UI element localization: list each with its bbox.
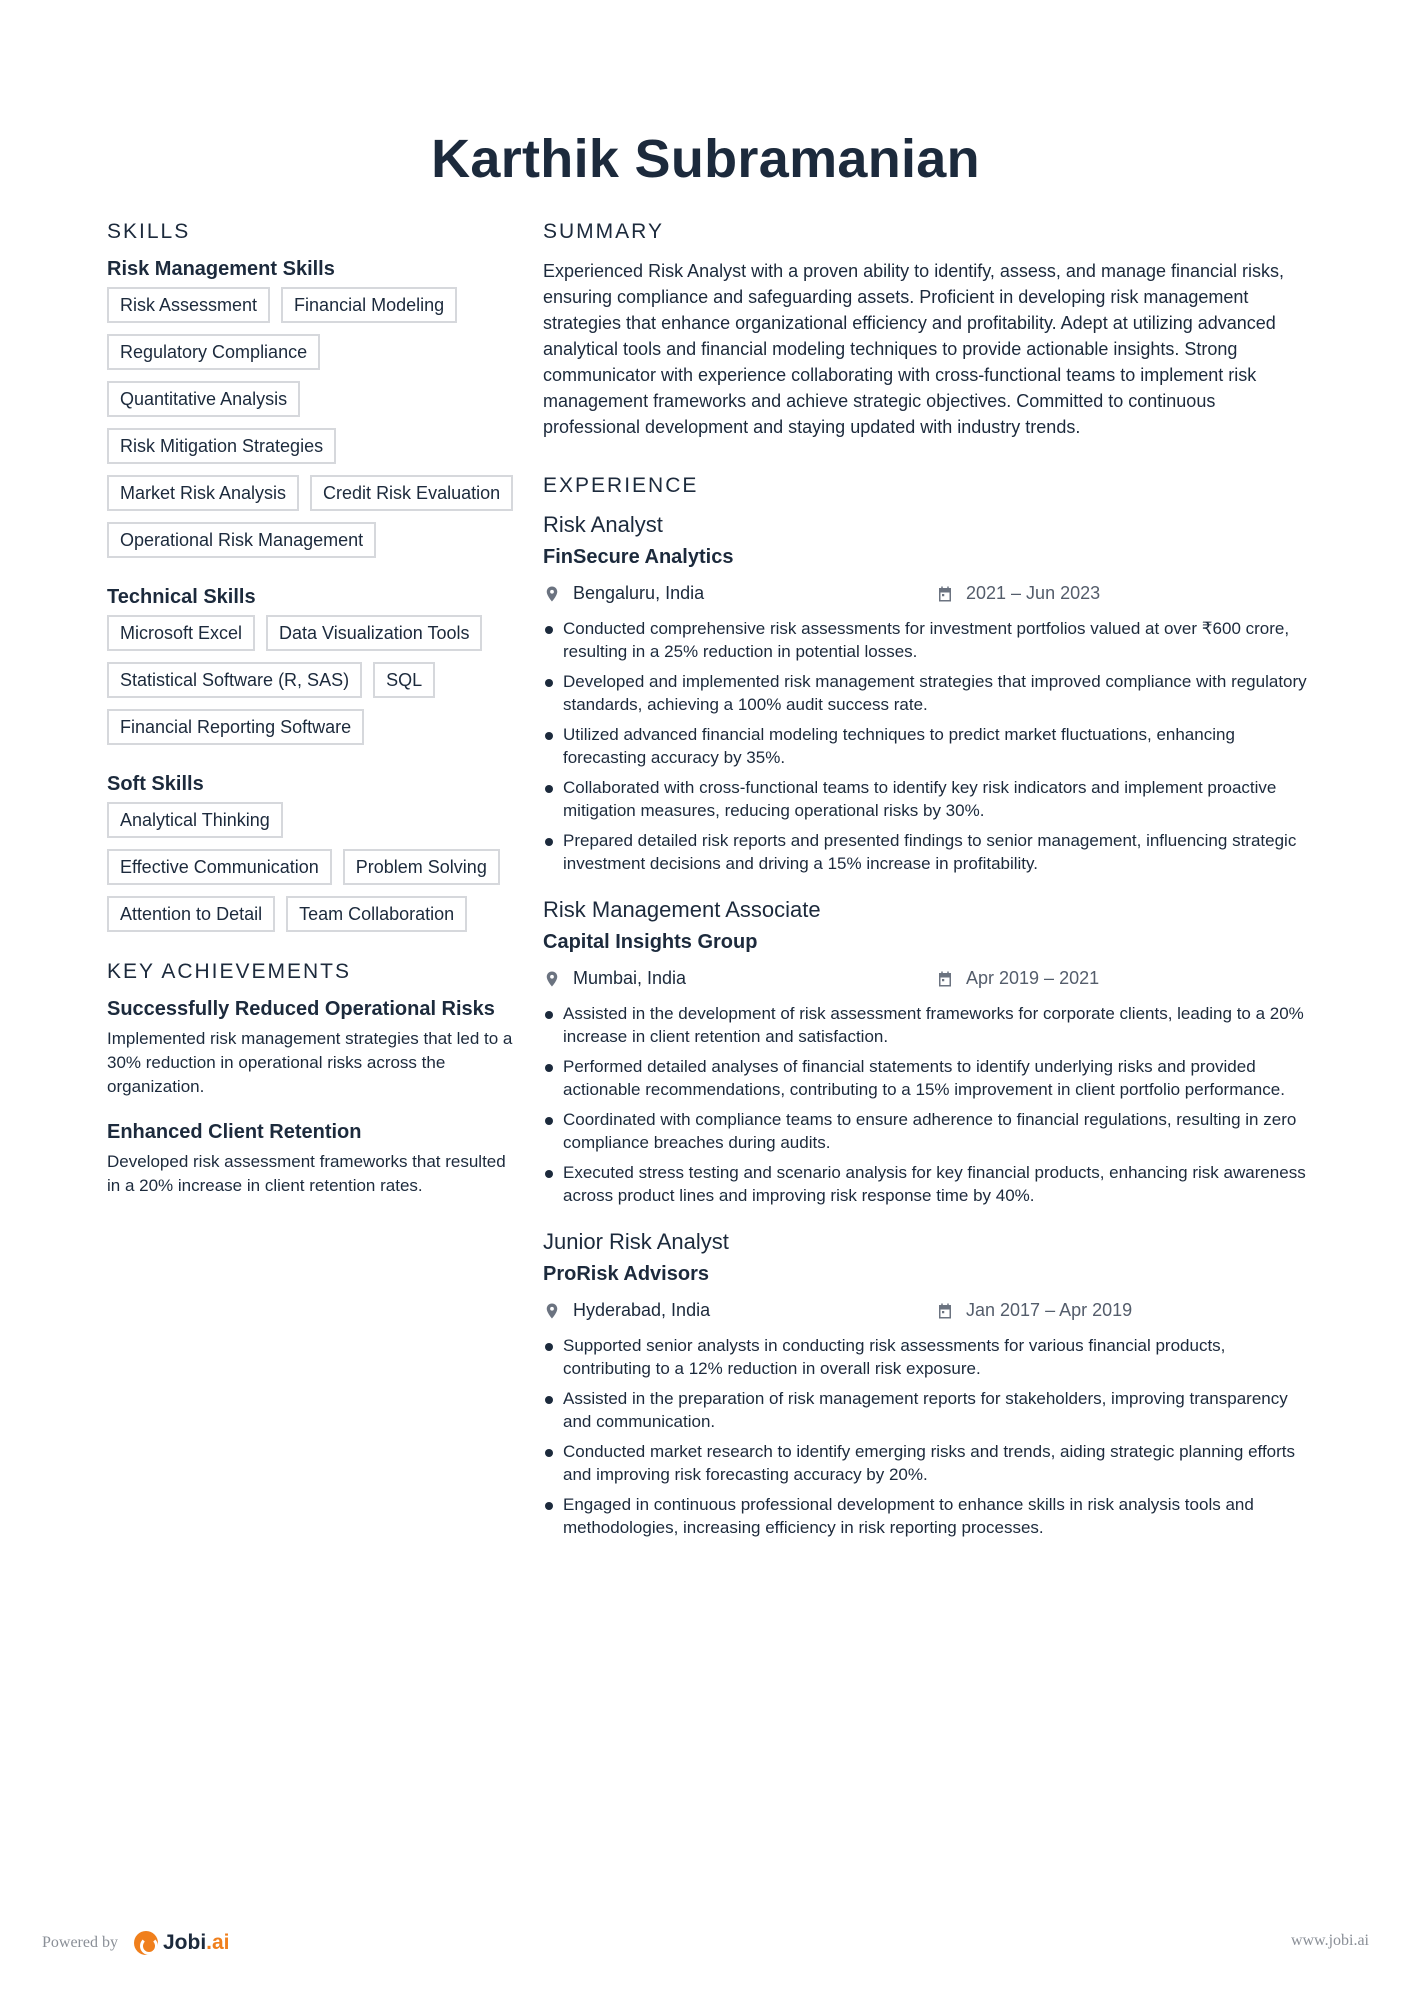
jobi-logo-icon	[134, 1931, 158, 1955]
skill-tag: Problem Solving	[343, 849, 500, 885]
achievement-title: Enhanced Client Retention	[107, 1121, 362, 1143]
skill-tag: Attention to Detail	[107, 896, 275, 932]
skill-tags	[107, 287, 517, 558]
job-location-text: Bengaluru, India	[573, 583, 705, 603]
skill-tag: SQL	[373, 662, 435, 698]
left-column	[107, 220, 517, 1220]
location-pin-icon	[543, 1302, 561, 1320]
job-bullet: Supported senior analysts in conducting risk assessments for various financial products, contributing to a 12% reduction in overall risk exposure.	[543, 1334, 1313, 1380]
skill-tag: Market Risk Analysis	[107, 475, 299, 511]
achievements-section-title: KEY ACHIEVEMENTS	[107, 960, 352, 983]
achievement-title: Successfully Reduced Operational Risks	[107, 998, 495, 1020]
job-title: Junior Risk Analyst	[543, 1229, 729, 1254]
skill-tag: Operational Risk Management	[107, 522, 376, 558]
job-dates-text: Apr 2019 – 2021	[966, 968, 1100, 988]
calendar-icon	[936, 585, 954, 603]
candidate-name: Karthik Subramanian	[431, 129, 980, 189]
job-meta	[543, 1300, 1313, 1324]
logo-main: Jobi	[162, 1931, 207, 1954]
location-pin-icon	[543, 970, 561, 988]
job-bullet: Assisted in the development of risk assessment frameworks for corporate clients, leading to a 20% increase in client retention and satisfaction.	[543, 1002, 1313, 1048]
summary-text: Experienced Risk Analyst with a proven ability to identify, assess, and manage financial risks, ensuring compliance and safeguarding assets. Proficient in developing risk management strategies that enhance organizational efficiency and profitability. Adept at utilizing advanced analytical tools and financial modeling techniques to provide actionable insights. Strong communicator with experience collaborating with cross-functional teams to implement risk management frameworks and achieve strategic objectives. Committed to continuous professional development and staying updated with industry trends.	[543, 261, 1285, 437]
skill-group	[107, 258, 517, 558]
job-bullet: Engaged in continuous professional development to enhance skills in risk analysis tools and methodologies, increasing efficiency in risk reporting processes.	[543, 1493, 1313, 1539]
job-bullet: Utilized advanced financial modeling techniques to predict market fluctuations, enhancing forecasting accuracy by 35%.	[543, 723, 1313, 769]
right-column	[543, 220, 1313, 1561]
skill-tag: Credit Risk Evaluation	[310, 475, 513, 511]
footer-url[interactable]: www.jobi.ai	[1290, 1932, 1369, 1949]
job-meta	[543, 583, 1313, 607]
job-location-text: Mumbai, India	[573, 968, 687, 988]
job-location-text: Hyderabad, India	[573, 1300, 711, 1320]
job-entry	[543, 897, 1313, 1207]
job-company: Capital Insights Group	[543, 931, 758, 953]
skill-group-title: Technical Skills	[107, 586, 256, 608]
skill-group-title: Risk Management Skills	[107, 258, 335, 280]
skill-group	[107, 773, 517, 932]
job-meta	[543, 968, 1313, 992]
job-dates-text: Jan 2017 – Apr 2019	[966, 1300, 1133, 1320]
job-bullet: Prepared detailed risk reports and presented findings to senior management, influencing strategic investment decisions and driving a 15% increase in profitability.	[543, 829, 1313, 875]
job-entry	[543, 512, 1313, 875]
job-bullet: Performed detailed analyses of financial statements to identify underlying risks and provided actionable recommendations, contributing to a 15% improvement in client portfolio performance.	[543, 1055, 1313, 1101]
skill-tag: Risk Mitigation Strategies	[107, 428, 336, 464]
skill-tag: Analytical Thinking	[107, 802, 283, 838]
job-title: Risk Management Associate	[543, 897, 821, 922]
skill-group-title: Soft Skills	[107, 773, 204, 795]
skill-tag: Financial Modeling	[281, 287, 457, 323]
job-title: Risk Analyst	[543, 512, 663, 537]
logo-accent: .ai	[206, 1931, 230, 1954]
achievement-item	[107, 1121, 517, 1198]
job-dates	[936, 968, 1099, 989]
job-bullets	[543, 1002, 1313, 1207]
skill-tag: Effective Communication	[107, 849, 332, 885]
job-bullets	[543, 1334, 1313, 1539]
experience-section-title: EXPERIENCE	[543, 474, 699, 497]
job-location	[543, 583, 704, 604]
skill-tag: Quantitative Analysis	[107, 381, 300, 417]
location-pin-icon	[543, 585, 561, 603]
powered-by-text: Powered by	[42, 1934, 118, 1951]
skills-section-title: SKILLS	[107, 220, 191, 243]
job-bullet: Developed and implemented risk management strategies that improved compliance with regulatory standards, achieving a 100% audit success rate.	[543, 670, 1313, 716]
job-bullets	[543, 617, 1313, 875]
skill-tag: Data Visualization Tools	[266, 615, 482, 651]
achievement-item	[107, 998, 517, 1099]
job-entry	[543, 1229, 1313, 1539]
job-company: FinSecure Analytics	[543, 546, 734, 568]
job-bullet: Collaborated with cross-functional teams to identify key risk indicators and implement proactive mitigation measures, reducing operational risks by 30%.	[543, 776, 1313, 822]
job-dates	[936, 1300, 1132, 1321]
job-bullet: Assisted in the preparation of risk management reports for stakeholders, improving transparency and communication.	[543, 1387, 1313, 1433]
job-bullet: Coordinated with compliance teams to ensure adherence to financial regulations, resulting in zero compliance breaches during audits.	[543, 1108, 1313, 1154]
job-dates-text: 2021 – Jun 2023	[966, 583, 1101, 603]
skill-tag: Risk Assessment	[107, 287, 270, 323]
calendar-icon	[936, 1302, 954, 1320]
skill-group	[107, 586, 517, 745]
jobi-logo-text[interactable]	[163, 1931, 230, 1955]
job-company: ProRisk Advisors	[543, 1263, 709, 1285]
skill-tags	[107, 615, 517, 745]
skill-tag: Statistical Software (R, SAS)	[107, 662, 362, 698]
skill-tags	[107, 802, 517, 932]
calendar-icon	[936, 970, 954, 988]
achievement-text: Implemented risk management strategies that led to a 30% reduction in operational risks across the organization.	[107, 1029, 513, 1096]
summary-section-title: SUMMARY	[543, 220, 664, 243]
job-bullet: Conducted comprehensive risk assessments for investment portfolios valued at over ₹600 crore, resulting in a 25% reduction in potential losses.	[543, 617, 1313, 663]
achievement-text: Developed risk assessment frameworks that resulted in a 20% increase in client retention rates.	[107, 1152, 506, 1195]
job-bullet: Conducted market research to identify emerging risks and trends, aiding strategic planning efforts and improving risk forecasting accuracy by 20%.	[543, 1440, 1313, 1486]
job-location	[543, 1300, 710, 1321]
skill-tag: Team Collaboration	[286, 896, 467, 932]
job-location	[543, 968, 686, 989]
skill-tag: Regulatory Compliance	[107, 334, 320, 370]
job-dates	[936, 583, 1100, 604]
skill-tag: Microsoft Excel	[107, 615, 255, 651]
job-bullet: Executed stress testing and scenario analysis for key financial products, enhancing risk awareness across product lines and improving risk response time by 40%.	[543, 1161, 1313, 1207]
powered-by-footer	[42, 1931, 230, 1955]
skill-tag: Financial Reporting Software	[107, 709, 364, 745]
